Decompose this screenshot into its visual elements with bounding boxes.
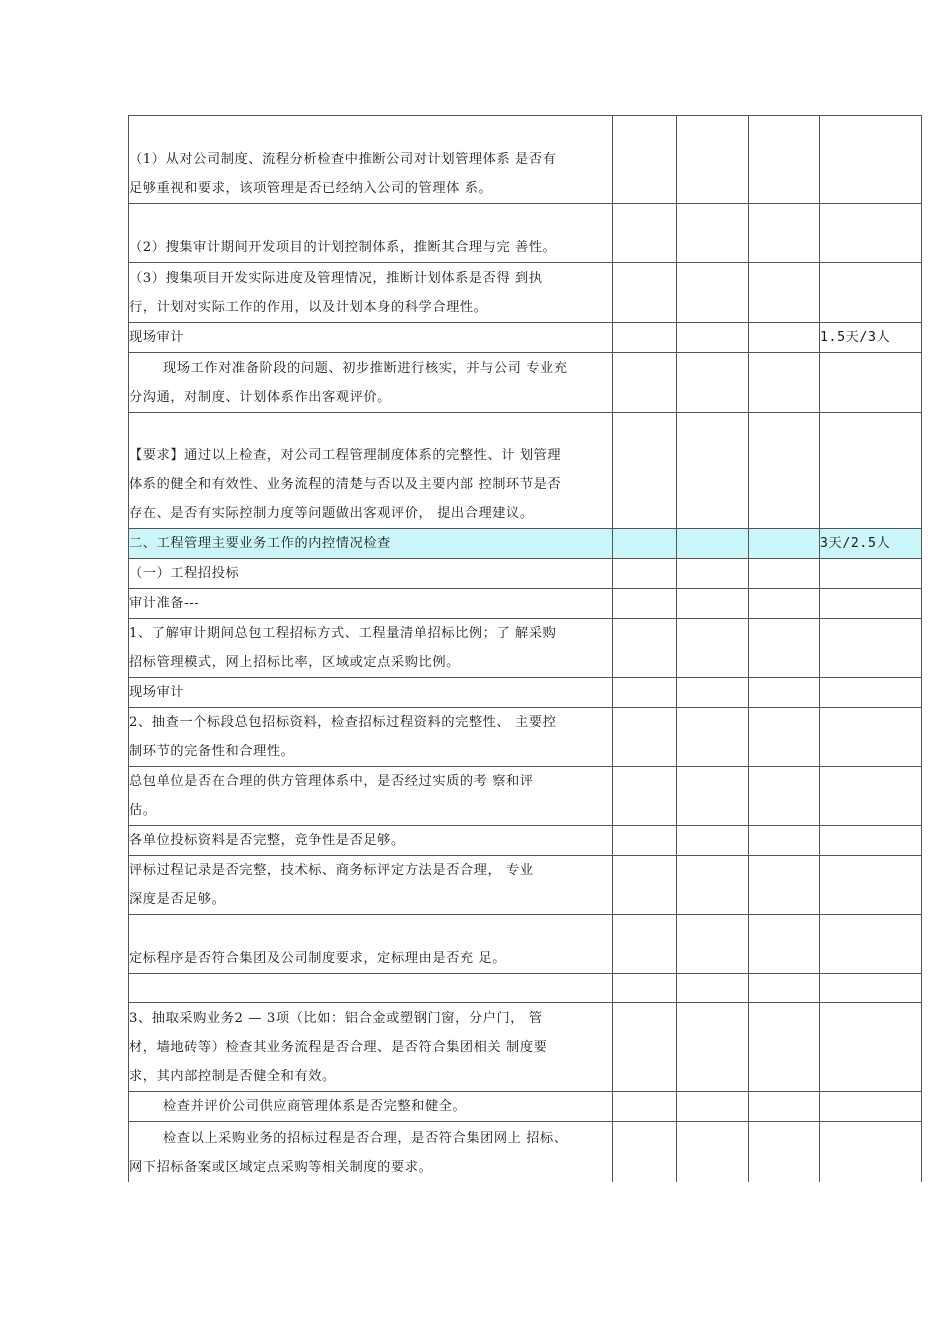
row-text: 1、了解审计期间总包工程招标方式、工程量清单招标比例；了 解采购 招标管理模式，网上招标比率，区域或定点采购比例。 xyxy=(129,619,613,678)
duration-estimate: 3天/2.5人 xyxy=(820,529,922,559)
table-row xyxy=(129,826,922,856)
audit-plan-table xyxy=(128,115,922,1182)
table-row xyxy=(129,116,922,204)
row-text: 3、抽取采购业务2 — 3项（比如：铝合金或塑钢门窗，分户门， 管 材，墙地砖等）检查其业务流程是否合理、是否符合集团相关 制度要 求，其内部控制是否健全和有效。 xyxy=(129,1003,613,1092)
table-row xyxy=(129,619,922,678)
row-text: 定标程序是否符合集团及公司制度要求，定标理由是否充 足。 xyxy=(129,915,613,974)
row-text: 2、抽查一个标段总包招标资料，检查招标过程资料的完整性、 主要控 制环节的完备性和合理性。 xyxy=(129,708,613,767)
table-row xyxy=(129,323,922,353)
subsection-title: （一）工程招投标 xyxy=(129,559,613,589)
row-text: 现场工作对准备阶段的问题、初步推断进行核实，并与公司 专业充 分沟通，对制度、计划体系作出客观评价。 xyxy=(129,353,613,413)
row-text xyxy=(129,974,613,1003)
table-row xyxy=(129,263,922,323)
table-row xyxy=(129,708,922,767)
table-row xyxy=(129,1122,922,1182)
table-row xyxy=(129,767,922,826)
row-text: 现场审计 xyxy=(129,678,613,708)
row-text: 各单位投标资料是否完整，竞争性是否足够。 xyxy=(129,826,613,856)
table-row xyxy=(129,413,922,529)
table-row xyxy=(129,1092,922,1122)
table-row xyxy=(129,915,922,974)
table-row xyxy=(129,204,922,263)
row-text: （2）搜集审计期间开发项目的计划控制体系，推断其合理与完 善性。 xyxy=(129,204,613,263)
row-text: 总包单位是否在合理的供方管理体系中，是否经过实质的考 察和评 估。 xyxy=(129,767,613,826)
row-text: （3）搜集项目开发实际进度及管理情况，推断计划体系是否得 到执 行，计划对实际工作的作用，以及计划本身的科学合理性。 xyxy=(129,263,613,323)
section-title: 二、工程管理主要业务工作的内控情况检查 xyxy=(129,529,613,559)
row-text: 审计准备--- xyxy=(129,589,613,619)
row-text: 检查以上采购业务的招标过程是否合理，是否符合集团网上 招标、 网下招标备案或区域定点采购等相关制度的要求。 xyxy=(129,1122,613,1182)
duration-estimate: 1.5天/3人 xyxy=(820,323,922,353)
document-page xyxy=(128,115,921,1182)
table-row xyxy=(129,1003,922,1092)
table-row xyxy=(129,353,922,413)
table-row xyxy=(129,856,922,915)
section-header-row xyxy=(129,529,922,559)
row-text: 评标过程记录是否完整，技术标、商务标评定方法是否合理， 专业 深度是否足够。 xyxy=(129,856,613,915)
row-text: （1）从对公司制度、流程分析检查中推断公司对计划管理体系 是否有 足够重视和要求，该项管理是否已经纳入公司的管理体 系。 xyxy=(129,116,613,204)
table-row xyxy=(129,559,922,589)
row-text: 检查并评价公司供应商管理体系是否完整和健全。 xyxy=(129,1092,613,1122)
row-text: 现场审计 xyxy=(129,323,613,353)
requirement-text: 【要求】通过以上检查，对公司工程管理制度体系的完整性、计 划管理 体系的健全和有效性、业务流程的清楚与否以及主要内部 控制环节是否 存在、是否有实际控制力度等问题做出客观评价， 提出合理建议。 xyxy=(129,413,613,529)
table-row xyxy=(129,974,922,1003)
table-row xyxy=(129,589,922,619)
table-row xyxy=(129,678,922,708)
